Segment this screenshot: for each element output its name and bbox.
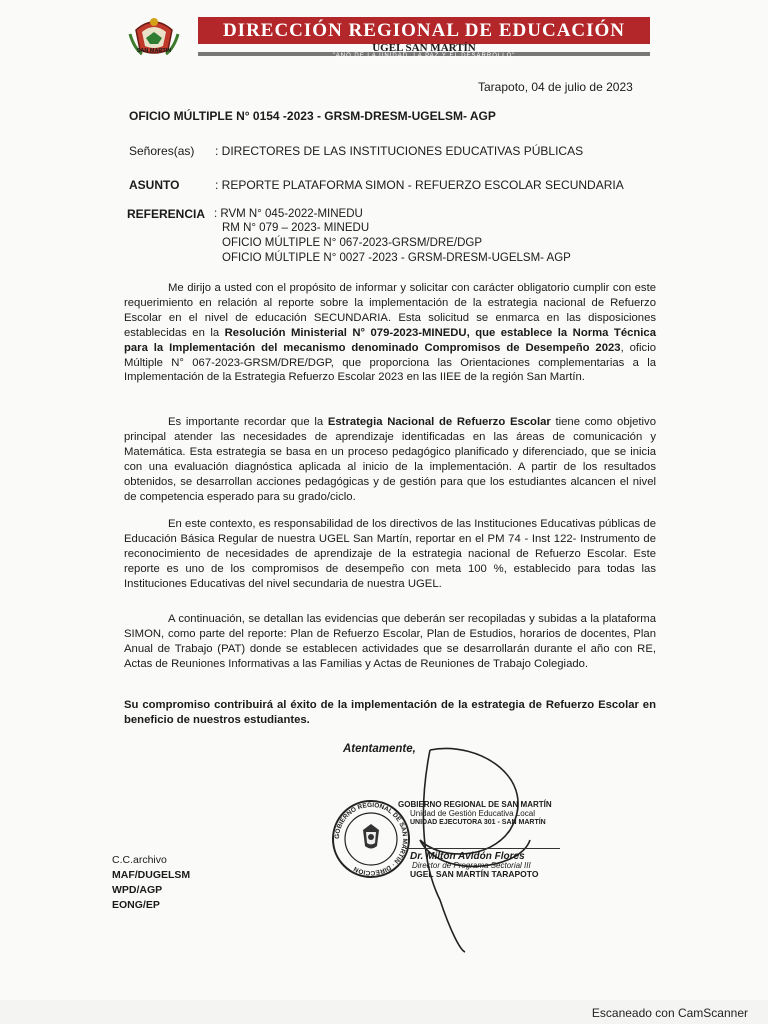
- paragraph-4: [124, 612, 656, 672]
- stamp-org-2: Unidad de Gestión Educativa Local: [410, 809, 535, 818]
- reference-item: OFICIO MÚLTIPLE N° 067-2023-GRSM/DRE/DGP: [222, 237, 483, 249]
- paragraph-1: [124, 281, 656, 385]
- header-title: DIRECCIÓN REGIONAL DE EDUCACIÓN: [198, 17, 650, 44]
- logo-caption: SAN MARTIN: [136, 48, 172, 54]
- signer-name: Dr. Milton Avidón Flores: [410, 851, 525, 862]
- paragraph-2-text-a: Es importante recordar que la: [168, 416, 328, 428]
- scanner-watermark: Escaneado con CamScanner: [591, 1006, 748, 1020]
- stamp-org-1: GOBIERNO REGIONAL DE SAN MARTÍN: [398, 800, 552, 809]
- cc-line: EONG/EP: [112, 899, 160, 911]
- asunto-value: : REPORTE PLATAFORMA SIMON - REFUERZO ESCOLAR SECUNDARIA: [215, 178, 624, 192]
- signer-unit: UGEL SAN MARTÍN TARAPOTO: [410, 869, 539, 879]
- paragraph-2: [124, 415, 656, 504]
- reference-item: : RVM N° 045-2022-MINEDU: [214, 208, 363, 220]
- seal-ring-text: GOBIERNO REGIONAL DE SAN MARTÍN · DIRECCIÓN: [333, 801, 409, 877]
- paragraph-2-bold: Estrategia Nacional de Refuerzo Escolar: [327, 416, 551, 428]
- paragraph-1-text-c: , oficio Múltiple N° 067-2023-GRSM/DRE/DGP, que proporciona las Orientaciones complementarias a la Implementación de la Estrategia Refuerzo Escolar 2023 en las IIEE de la región San Martín.: [124, 341, 656, 384]
- paragraph-2-text-c: tiene como objetivo principal atender las necesidades de aprendizaje identificadas en las áreas de comunicación y Matemática. Esta estrategia se basa en un proceso pedagógico planificado y diferenciado, que se inicia con una evaluación diagnóstica aplicada al inicio de la implementación. A partir de los resultados obtenidos, se desarrollan acciones pedagógicas y de gestión para que los estudiantes alcancen el nivel de competencia esperado para su grado/ciclo.: [124, 416, 656, 503]
- header-motto: "AÑO DE LA UNIDAD, LA PAZ Y EL DESARROLLO": [332, 53, 516, 59]
- paragraph-3: [124, 517, 656, 592]
- paragraph-5: Su compromiso contribuirá al éxito de la implementación de la estrategia de Refuerzo Escolar en beneficio de nuestros estudiantes.: [124, 699, 656, 726]
- closing: Atentamente,: [343, 743, 416, 755]
- signature-line: [405, 848, 560, 849]
- reference-item: RM N° 079 – 2023- MINEDU: [222, 222, 370, 234]
- senores-value: : DIRECTORES DE LAS INSTITUCIONES EDUCATIVAS PÚBLICAS: [215, 144, 584, 158]
- paragraph-3-text: En este contexto, es responsabilidad de los directivos de las Instituciones Educativas públicas de Educación Básica Regular de nuestra UGEL San Martín, reportar en el PM 74 - Inst 122- Instrumento de reconocimiento de necesidades de aprendizaje de la estrategia nacional de Refuerzo Escolar. Este reporte es uno de los compromisos de desempeño con meta 100 %, establecido para todas las Instituciones Educativas del nivel secundaria de nuestra UGEL.: [124, 518, 656, 590]
- cc-line: MAF/DUGELSM: [112, 869, 191, 881]
- referencia-label: REFERENCIA: [127, 207, 206, 221]
- paragraph-1-text-a: Me dirijo a usted con el propósito de informar y solicitar con carácter obligatorio cumplir con este requerimiento en relación al reporte sobre la implementación de la estrategia nacional de Refuerzo Escolar en el nivel de educación SECUNDARIA. Esta solicitud se enmarca en las disposiciones establecidas en la: [124, 282, 656, 339]
- cc-line: WPD/AGP: [112, 884, 163, 896]
- paragraph-4-text: A continuación, se detallan las evidencias que deberán ser recopiladas y subidas a la plataforma SIMON, como parte del reporte: Plan de Refuerzo Escolar, Plan de Estudios, horarios de docentes, Plan Anual de Trabajo (PAT) donde se establecen actividades que se desarrollarán durante el año con RE, Actas de Reuniones Informativas a las Familias y Actas de Reuniones de Trabajo Colegiado.: [124, 613, 656, 670]
- reference-item: OFICIO MÚLTIPLE N° 0027 -2023 - GRSM-DRESM-UGELSM- AGP: [222, 252, 571, 264]
- paragraph-1-bold: Resolución Ministerial N° 079-2023-MINEDU, que establece la Norma Técnica para la Implementación del mecanismo denominado Compromisos de Desempeño 2023: [124, 326, 656, 354]
- cc-line: C.C.archivo: [112, 854, 167, 866]
- senores-label: Señores(as): [129, 144, 195, 158]
- header-subtitle: UGEL SAN MARTÍN: [372, 42, 476, 54]
- stamp-org-3: UNIDAD EJECUTORA 301 - SAN MARTÍN: [410, 819, 546, 826]
- signer-role: Director de Programa Sectorial III: [412, 861, 531, 870]
- oficio-number: OFICIO MÚLTIPLE N° 0154 -2023 - GRSM-DRESM-UGELSM- AGP: [129, 109, 496, 123]
- asunto-label: ASUNTO: [129, 178, 180, 192]
- official-seal: [330, 798, 412, 880]
- place-date: Tarapoto, 04 de julio de 2023: [478, 80, 633, 94]
